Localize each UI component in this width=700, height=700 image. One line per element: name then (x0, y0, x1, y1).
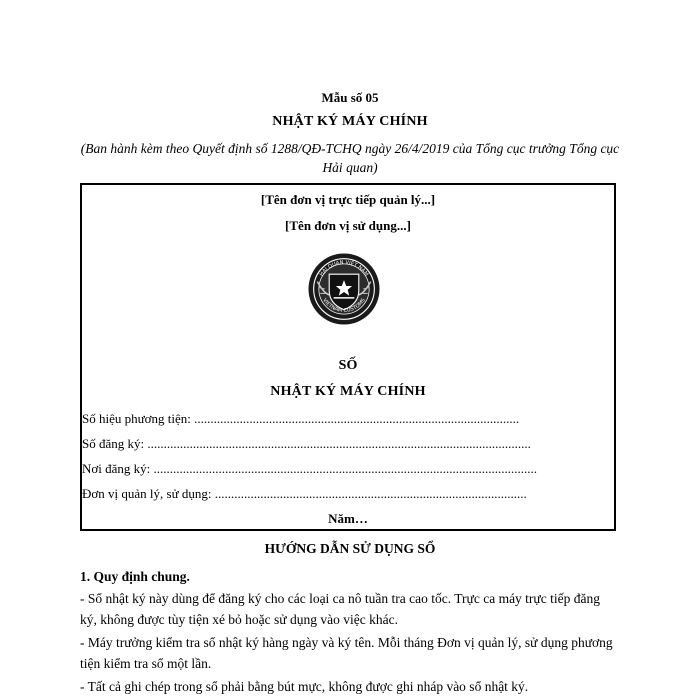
decree-reference: (Ban hành kèm theo Quyết định số 1288/QĐ-TCHQ ngày 26/4/2019 của Tổng cục trưởng Tổng cục Hải quan) (80, 141, 620, 175)
cover-frame (80, 183, 616, 531)
usage-guide-title: HƯỚNG DẪN SỬ DỤNG SỔ (264, 541, 436, 556)
registration-number-field: Số đăng ký: ...................................................................................................................... (82, 436, 531, 451)
document-title: NHẬT KÝ MÁY CHÍNH (272, 114, 428, 129)
registration-place-field: Nơi đăng ký: ...................................................................................................................... (82, 461, 538, 476)
vietnam-customs-emblem-icon (307, 252, 381, 326)
year-label: Năm… (328, 511, 368, 526)
rule-paragraph: - Tất cả ghi chép trong sổ phải bằng bút mực, không được ghi nháp vào sổ nhật ký. (80, 679, 529, 694)
emblem-text-top: HẢI QUAN VIỆT NAM (318, 259, 370, 278)
book-label: SỐ (338, 358, 358, 373)
vehicle-number-field: Số hiệu phương tiện: .................................................................................................... (82, 411, 520, 426)
section-heading: 1. Quy định chung. (80, 569, 190, 584)
book-title: NHẬT KÝ MÁY CHÍNH (270, 384, 426, 399)
emblem-text-bottom: VIETNAM CUSTOMS (321, 297, 367, 314)
managing-agency-placeholder: [Tên đơn vị trực tiếp quản lý...] (260, 192, 436, 207)
form-code: Mẫu số 05 (321, 90, 379, 105)
rule-paragraph: - Sổ nhật ký này dùng để đăng ký cho các loại ca nô tuần tra cao tốc. Trực ca máy trực tiếp đăng ký, không được tùy tiện xé bỏ hoặc sử dụng vào việc khác. (80, 591, 600, 627)
using-unit-placeholder: [Tên đơn vị sử dụng...] (285, 218, 411, 233)
rule-paragraph: - Máy trưởng kiểm tra sổ nhật ký hàng ngày và ký tên. Mỗi tháng Đơn vị quản lý, sử dụng phương tiện kiểm tra sổ một lần. (80, 635, 613, 671)
managing-unit-field: Đơn vị quản lý, sử dụng: ................................................................................................ (82, 486, 527, 501)
